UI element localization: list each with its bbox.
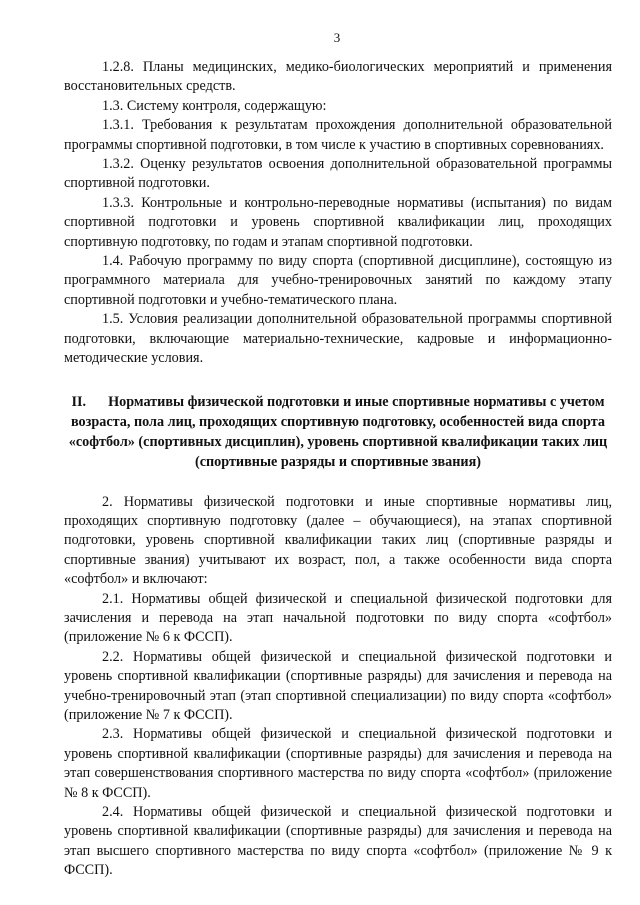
paragraph-1-3: 1.3. Систему контроля, содержащую: bbox=[102, 97, 327, 114]
page-number: 3 bbox=[333, 30, 341, 45]
paragraph-1-5: 1.5. Условия реализации дополнительной образовательной программы спортивной подготовки, включающие материально-технические, кадровые и информационно-методические условия. bbox=[64, 311, 612, 367]
section-number: II. bbox=[71, 393, 87, 410]
section-heading bbox=[64, 392, 612, 472]
bottom-paragraphs bbox=[64, 493, 612, 881]
paragraph-1-3-1: 1.3.1. Требования к результатам прохождения дополнительной образовательной программы спортивной подготовки, в том числе к участию в спортивных соревнованиях. bbox=[64, 117, 612, 153]
paragraph-1-3-2: 1.3.2. Оценку результатов освоения дополнительной образовательной программы спортивной подготовки. bbox=[64, 156, 612, 192]
paragraph-1-3-3: 1.3.3. Контрольные и контрольно-переводные нормативы (испытания) по видам спортивной подготовки и уровень спортивной квалификации лиц, проходящих спортивную подготовку, по годам и этапам спортивной подготовки. bbox=[64, 194, 612, 250]
paragraph-1-2-8: 1.2.8. Планы медицинских, медико-биологических мероприятий и применения восстановительных средств. bbox=[64, 59, 612, 95]
paragraph-1-4: 1.4. Рабочую программу по виду спорта (спортивной дисциплине), состоящую из программного материала для учебно-тренировочных занятий по каждому этапу спортивной подготовки и учебно-тематического плана. bbox=[64, 253, 612, 308]
paragraph-2: 2. Нормативы физической подготовки и иные спортивные нормативы лиц, проходящих спортивную подготовку (далее – обучающиеся), на этапах спортивной подготовки, уровень спортивной квалификации таких лиц (спортивные разряды и спортивные звания) учитывают их возраст, пол, а также особенности вида спорта «софтбол» и включают: bbox=[64, 493, 612, 588]
paragraph-2-3: 2.3. Нормативы общей физической и специальной физической подготовки и уровень спортивной квалификации (спортивные разряды) для зачисления и перевода на этап совершенствования спортивного мастерства по виду спорта «софтбол» (приложение № 8 к ФССП). bbox=[64, 726, 612, 801]
top-paragraphs bbox=[64, 58, 612, 369]
document-page bbox=[64, 30, 612, 881]
paragraph-2-1: 2.1. Нормативы общей физической и специальной физической подготовки для зачисления и перевода на этап начальной подготовки по виду спорта «софтбол» (приложение № 6 к ФССП). bbox=[64, 590, 612, 646]
paragraph-2-4: 2.4. Нормативы общей физической и специальной физической подготовки и уровень спортивной квалификации (спортивные разряды) для зачисления и перевода на этап высшего спортивного мастерства по виду спорта «софтбол» (приложение № 9 к ФССП). bbox=[64, 804, 612, 879]
paragraph-2-2: 2.2. Нормативы общей физической и специальной физической подготовки и уровень спортивной квалификации (спортивные разряды) для зачисления и перевода на учебно-тренировочный этап (этап спортивной специализации) по виду спорта «софтбол» (приложение № 7 к ФССП). bbox=[64, 648, 612, 723]
section-title: Нормативы физической подготовки и иные спортивные нормативы с учетом возраста, пола лиц, проходящих спортивную подготовку, особенностей вида спорта «софтбол» (спортивных дисциплин), уровень спортивной квалификации таких лиц (спортивные разряды и спортивные звания) bbox=[68, 393, 608, 470]
